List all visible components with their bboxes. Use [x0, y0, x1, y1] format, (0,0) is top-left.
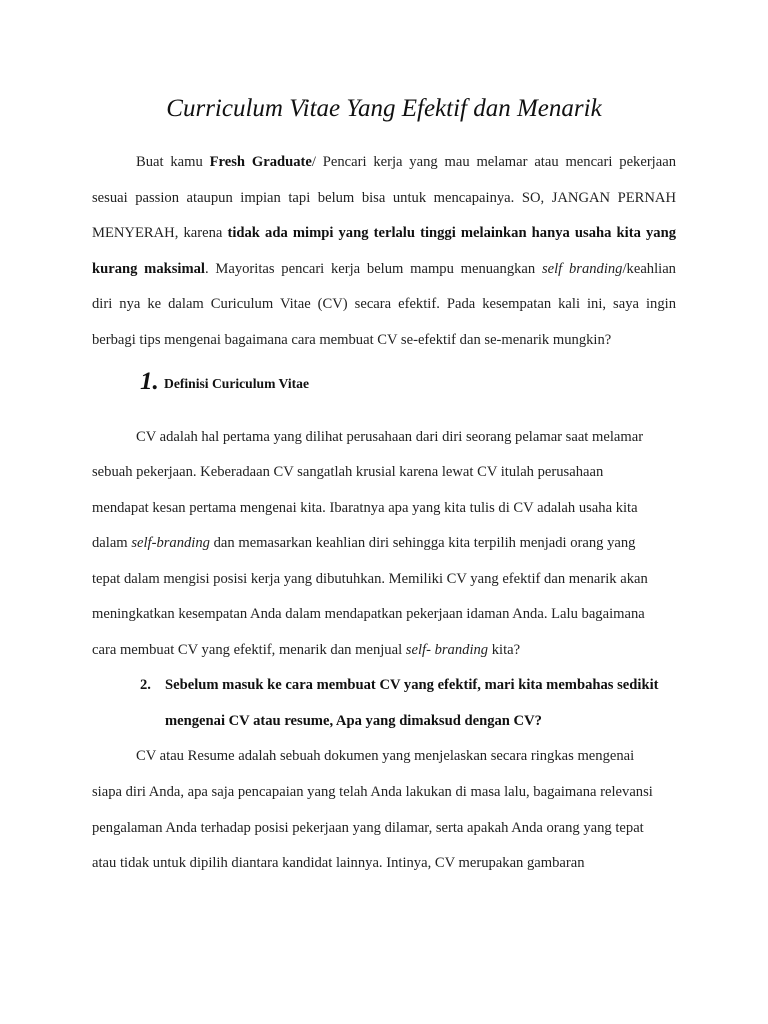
section-2-line-4: atau tidak untuk dipilih diantara kandidat lainnya. Intinya, CV merupakan gambaran [92, 855, 585, 871]
intro-line-2: sesuai passion ataupun impian tapi belum bisa untuk mencapainya. SO, JANGAN PERNAH [92, 190, 676, 206]
intro-line-5: diri nya ke dalam Curiculum Vitae (CV) secara efektif. Pada kesempatan kali ini, saya ingin [92, 296, 676, 312]
section-1-line-1: CV adalah hal pertama yang dilihat perusahaan dari diri seorang pelamar saat melamar [136, 429, 644, 445]
section-1-text: cara membuat CV yang efektif, menarik dan menjual [92, 642, 406, 658]
intro-text: . Mayoritas pencari kerja belum mampu menuangkan [204, 261, 542, 277]
section-2-line-2: siapa diri Anda, apa saja pencapaian yang telah Anda lakukan di masa lalu, bagaimana relevansi [92, 784, 653, 800]
section-1-line-7 [92, 640, 676, 660]
section-1-number: 1. [140, 368, 159, 395]
section-1-italic-self-branding: self-branding [131, 535, 210, 551]
section-1-text: dan memasarkan keahlian diri sehingga kita terpilih menjadi orang yang [209, 535, 636, 551]
section-1-line-6: meningkatkan kesempatan Anda dalam mendapatkan pekerjaan idaman Anda. Lalu bagaimana [92, 606, 645, 622]
section-1-italic-self-branding: self- branding [405, 642, 489, 658]
intro-bold-quote: tidak ada mimpi yang terlalu tinggi melainkan hanya usaha kita yang [227, 225, 676, 241]
intro-line-3 [92, 223, 676, 243]
intro-text: MENYERAH, karena [92, 225, 228, 241]
page-title: Curriculum Vitae Yang Efektif dan Menarik [166, 95, 602, 122]
section-1-line-4 [92, 533, 676, 553]
section-2-line-3: pengalaman Anda terhadap posisi pekerjaan yang dilamar, serta apakah Anda orang yang tepat [92, 820, 644, 836]
section-2-number: 2. [140, 677, 151, 693]
intro-bold-fresh-graduate: Fresh Graduate [209, 154, 312, 170]
section-1-line-2: sebuah pekerjaan. Keberadaan CV sangatlah krusial karena lewat CV itulah perusahaan [92, 464, 604, 480]
intro-bold-quote-end: kurang maksimal [92, 261, 205, 277]
section-2-heading-line-1: Sebelum masuk ke cara membuat CV yang efektif, mari kita membahas sedikit [165, 677, 659, 693]
intro-text: /keahlian [622, 261, 676, 277]
intro-text: Buat kamu [136, 154, 210, 170]
section-1-line-5: tepat dalam mengisi posisi kerja yang dibutuhkan. Memiliki CV yang efektif dan menarik akan [92, 571, 648, 587]
section-1-heading: Definisi Curiculum Vitae [164, 376, 309, 391]
intro-line-6: berbagi tips mengenai bagaimana cara membuat CV se-efektif dan se-menarik mungkin? [92, 332, 612, 348]
section-1-text: dalam [92, 535, 132, 551]
intro-italic-self-branding: self branding [541, 261, 623, 277]
section-2-line-1: CV atau Resume adalah sebuah dokumen yang menjelaskan secara ringkas mengenai [136, 748, 635, 764]
intro-line-1 [136, 152, 676, 172]
intro-text: / Pencari kerja yang mau melamar atau mencari pekerjaan [311, 154, 676, 170]
intro-line-4 [92, 259, 676, 279]
section-2-heading-line-2: mengenai CV atau resume, Apa yang dimaksud dengan CV? [165, 713, 542, 729]
section-1-line-3: mendapat kesan pertama mengenai kita. Ibaratnya apa yang kita tulis di CV adalah usaha kita [92, 500, 638, 516]
section-1-text: kita? [488, 642, 521, 658]
